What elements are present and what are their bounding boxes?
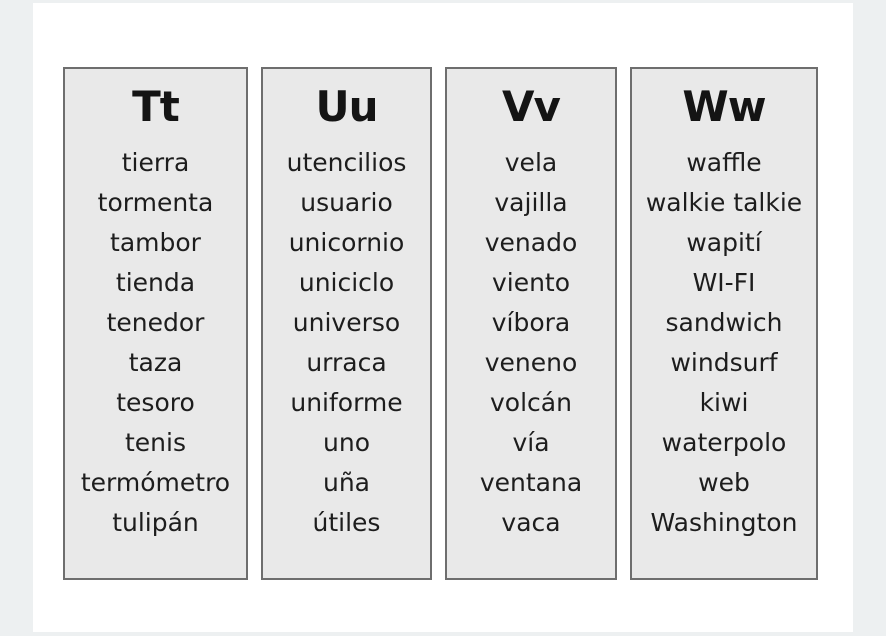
word-item: web	[698, 468, 750, 497]
letter-card-u	[261, 67, 432, 580]
word-item: uno	[323, 428, 370, 457]
letter-cards-container	[63, 67, 818, 580]
word-item: tenedor	[106, 308, 205, 337]
word-list	[65, 143, 246, 543]
word-item: vía	[512, 428, 550, 457]
word-item: volcán	[490, 388, 572, 417]
word-item: útiles	[312, 508, 381, 537]
word-item: wapití	[686, 228, 762, 257]
word-item: utencilios	[286, 148, 407, 177]
word-item: vaca	[501, 508, 561, 537]
letter-card-t	[63, 67, 248, 580]
word-item: tenis	[125, 428, 186, 457]
word-item: vela	[504, 148, 558, 177]
word-item: tierra	[121, 148, 190, 177]
word-list	[263, 143, 430, 543]
word-item: sandwich	[665, 308, 783, 337]
word-item: unicornio	[288, 228, 405, 257]
word-item: tienda	[115, 268, 196, 297]
word-item: usuario	[300, 188, 393, 217]
word-item: tormenta	[97, 188, 214, 217]
word-item: termómetro	[80, 468, 231, 497]
word-item: windsurf	[670, 348, 778, 377]
word-item: uña	[322, 468, 370, 497]
word-item: venado	[484, 228, 578, 257]
word-item: viento	[491, 268, 571, 297]
word-item: veneno	[484, 348, 578, 377]
word-item: taza	[128, 348, 183, 377]
word-list	[447, 143, 615, 543]
word-item: waterpolo	[661, 428, 787, 457]
word-item: ventana	[479, 468, 583, 497]
word-item: walkie talkie	[645, 188, 803, 217]
word-item: urraca	[306, 348, 387, 377]
word-item: waffle	[686, 148, 762, 177]
word-item: tesoro	[116, 388, 195, 417]
letter-heading: Vv	[502, 82, 560, 131]
word-item: vajilla	[494, 188, 568, 217]
word-item: víbora	[491, 308, 571, 337]
letter-heading: Tt	[132, 82, 179, 131]
letter-card-v	[445, 67, 617, 580]
word-item: uniforme	[290, 388, 403, 417]
word-list	[632, 143, 816, 543]
letter-card-w	[630, 67, 818, 580]
word-item: Washington	[650, 508, 798, 537]
word-item: tulipán	[112, 508, 199, 537]
word-item: universo	[292, 308, 401, 337]
letter-heading: Ww	[682, 82, 766, 131]
worksheet-page	[33, 3, 853, 632]
word-item: tambor	[110, 228, 201, 257]
word-item: kiwi	[699, 388, 749, 417]
word-item: uniciclo	[298, 268, 395, 297]
letter-heading: Uu	[315, 82, 378, 131]
word-item: WI-FI	[692, 268, 756, 297]
